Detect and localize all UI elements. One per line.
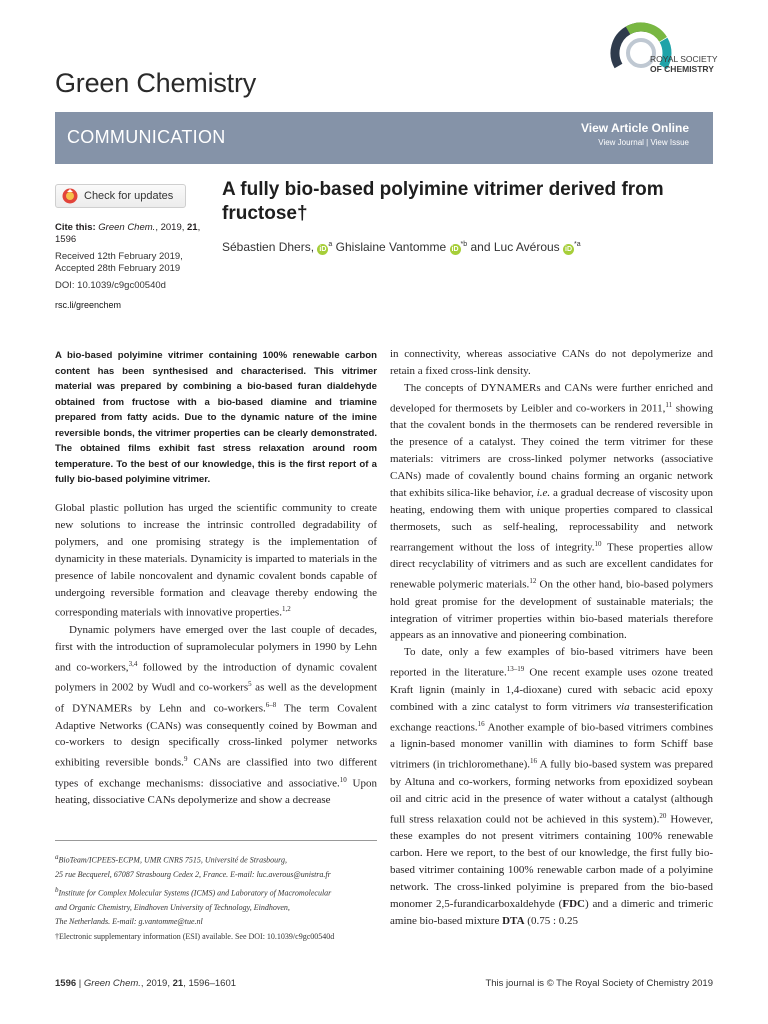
text: Another example of bio-based vitrimers combines a lignin-based monomer vanillin with diamines to form Schiff base vitrimers (in trichloromethane). bbox=[390, 721, 714, 771]
author-affiliation: a bbox=[328, 241, 333, 248]
text: ) and a dimeric and trimeric amine bio-based mixture bbox=[390, 897, 713, 927]
cite-this bbox=[55, 222, 207, 246]
text: A fully bio-based system was prepared by Altuna and co-workers, forming networks from epoxidized soybean oil and citric acid in the presence of water without a catalyst (although full stress relaxation could not be achieved in this system). bbox=[390, 758, 714, 826]
citation[interactable]: 16 bbox=[477, 719, 485, 728]
citation[interactable]: 16 bbox=[530, 757, 538, 766]
text: transesterification exchange reactions. bbox=[390, 700, 713, 734]
text: The concepts of DYNAMERs and CANs were further enriched and developed for thermosets by Leibler and co-workers in 2011, bbox=[390, 381, 713, 415]
text: The term Covalent Adaptive Networks (CANs) was consequently coined by Bowman and co-workers to design specifically cross-linked polymer networks exhibiting reversible bonds. bbox=[55, 702, 377, 769]
rsc-ring-icon bbox=[610, 22, 672, 84]
rsc-logo-text bbox=[650, 54, 718, 74]
text: , 2019, bbox=[140, 978, 173, 989]
check-updates-icon bbox=[62, 188, 78, 204]
check-for-updates-button[interactable] bbox=[55, 184, 186, 208]
author-conjunction: and bbox=[470, 240, 491, 254]
cite-volume: 21 bbox=[187, 222, 198, 233]
page-number: 1596 bbox=[55, 978, 77, 989]
journal-title: Green Chemistry bbox=[55, 68, 257, 98]
paragraph bbox=[390, 644, 713, 929]
citation[interactable]: 3,4 bbox=[128, 659, 138, 668]
page-footer-copyright: This journal is © The Royal Society of Chemistry 2019 bbox=[485, 978, 713, 989]
orcid-icon[interactable]: iD bbox=[319, 246, 327, 253]
journal-link[interactable]: rsc.li/greenchem bbox=[55, 300, 122, 310]
article-type-banner bbox=[55, 112, 713, 164]
text: and Organic Chemistry, Eindhoven University of Technology, Eindhoven, bbox=[55, 902, 290, 912]
rsc-logo-line1: ROYAL SOCIETY bbox=[650, 54, 718, 64]
footnote-affiliation-a bbox=[55, 850, 377, 868]
view-journal-link[interactable]: View Journal bbox=[598, 138, 644, 147]
orcid-icon[interactable]: iD bbox=[565, 246, 573, 253]
footnote-divider bbox=[55, 840, 377, 841]
text: One recent example uses ozone treated Kraft lignin (mainly in 1,4-dioxane) cured with sebacic acid epoxy combined with a zinc catalyst to form vitrimers bbox=[390, 666, 713, 713]
text: BioTeam/ICPEES-ECPM, UMR CNRS 7515, Université de Strasbourg, bbox=[58, 855, 287, 865]
paragraph bbox=[390, 346, 713, 380]
text: On the other hand, bio-based polymers hold great promise for the development of sustainable materials; the integration of vitrimer properties within bio-based materials therefore appears as an innovative and pioneering combination. bbox=[390, 578, 713, 642]
text: However, these examples do not present vitrimers containing 100% renewable carbon. Here we report, to the best of our knowledge, the first fully bio-based vitrimer containing 100% renewable carbon made of a polyimine network. The cross-linked polyimine is prepared from the bio-based monomer 2,5-furandicarboxaldehyde ( bbox=[390, 813, 713, 910]
citation[interactable]: 9 bbox=[183, 755, 188, 764]
text: These properties allow direct recyclability of vitrimers and as such are excellent candidates for renewable polymeric materials. bbox=[390, 541, 713, 591]
text: i.e. bbox=[536, 486, 551, 499]
text: 21 bbox=[172, 978, 184, 989]
cite-label: Cite this: bbox=[55, 222, 96, 233]
cite-page: , 1596 bbox=[55, 222, 201, 245]
author-affiliation: *a bbox=[574, 241, 581, 248]
page-footer-citation bbox=[55, 978, 236, 989]
accepted-date: Accepted 28th February 2019 bbox=[55, 263, 181, 274]
paragraph bbox=[390, 380, 713, 645]
text: CANs are classified into two different types of exchange mechanisms: dissociative and associative. bbox=[55, 756, 377, 790]
author-name: Luc Avérous bbox=[493, 240, 560, 254]
body-column-left bbox=[55, 500, 377, 809]
article-title: A fully bio-based polyimine vitrimer derived from fructose† bbox=[222, 179, 664, 224]
citation[interactable]: 20 bbox=[659, 811, 667, 820]
text: To date, only a few examples of bio-based vitrimers have been reported in the literature. bbox=[390, 646, 713, 679]
received-date: Received 12th February 2019, bbox=[55, 251, 183, 262]
text: Institute for Complex Molecular Systems (ICMS) and Laboratory of Macromolecular bbox=[58, 888, 332, 898]
view-links-separator: | bbox=[643, 138, 651, 147]
text: (0.75 : 0.25 bbox=[524, 914, 579, 927]
view-links bbox=[598, 138, 689, 147]
author-affiliation: *b bbox=[460, 241, 468, 248]
citation[interactable]: 13–19 bbox=[506, 665, 525, 674]
text: DTA bbox=[502, 914, 525, 927]
text: a gradual decrease of viscosity upon heating, endowing them with unique properties compared to classical thermosets, such as self-healing, reprocessability and network rearrangement without the loss of integrity. bbox=[390, 486, 713, 554]
text: The Netherlands. E-mail: g.vantomme@tue.nl bbox=[55, 917, 203, 927]
paragraph bbox=[55, 622, 377, 809]
citation[interactable]: 5 bbox=[248, 680, 252, 689]
citation[interactable]: 10 bbox=[594, 539, 602, 548]
text: Green Chem. bbox=[83, 978, 141, 989]
text: followed by the introduction of dynamic covalent polymers in 2002 by Wudl and co-workers bbox=[55, 661, 377, 695]
author-name: Ghislaine Vantomme bbox=[335, 240, 447, 254]
view-issue-link[interactable]: View Issue bbox=[650, 138, 689, 147]
author-name: Sébastien Dhers, bbox=[222, 240, 315, 254]
text: FDC bbox=[562, 897, 585, 910]
citation[interactable]: 6–8 bbox=[265, 700, 277, 709]
received-accepted-dates bbox=[55, 251, 207, 275]
text: Global plastic pollution has urged the scientific community to create new solutions to increase the intrinsic controlled degradability of polymers, and one promising strategy is the implementation of dynamicity in these materials. Dynamicity is imparted to materials in the presence of labile noncovalent and dynamic covalent bonds capable of undergoing reversible formation and cleavage thereby endowing the corresponding materials with innovative properties. bbox=[55, 502, 377, 620]
footnote-esi: †Electronic supplementary information (ESI) available. See DOI: 10.1039/c9gc00540d bbox=[55, 931, 335, 941]
rsc-logo[interactable] bbox=[608, 20, 718, 100]
footnote-affiliation-b bbox=[55, 883, 377, 901]
abstract: A bio-based polyimine vitrimer containing 100% renewable carbon content has been synthesised and characterised. This vitrimer material was prepared by combining a bio-based furan dialdehyde obtained from fructose with a bio-based diamine and triamine prepared from fatty acids. Due to the dynamic nature of the imine reversible bonds, the vitrimer properties can be clearly demonstrated. The obtained films exhibit fast stress relaxation around room temperature. To the best of our knowledge, this is the first report of a fully bio-based polyimine vitrimer. bbox=[55, 350, 377, 485]
citation[interactable]: 12 bbox=[529, 577, 537, 586]
paragraph bbox=[55, 500, 377, 622]
author-list bbox=[222, 240, 702, 255]
text: in connectivity, whereas associative CANs do not depolymerize and retain a fixed cross-link density. bbox=[390, 348, 713, 377]
text: Upon heating, dissociative CANs depolymerize and show a decrease bbox=[55, 777, 377, 807]
cite-journal: Green Chem. bbox=[98, 222, 156, 233]
text: Dynamic polymers have emerged over the last couple of decades, first with the introduction of supramolecular polymers in 1990 by Lehn and co-workers, bbox=[55, 624, 377, 674]
footnote-marker: a bbox=[55, 853, 59, 861]
text: 25 rue Becquerel, 67087 Strasbourg Cedex 2, France. E-mail: luc.averous@unistra.fr bbox=[55, 870, 331, 880]
citation[interactable]: 11 bbox=[665, 400, 673, 409]
orcid-icon[interactable]: iD bbox=[451, 246, 459, 253]
view-article-online-link[interactable]: View Article Online bbox=[580, 121, 689, 135]
text: as well as the development of DYNAMERs by Lehn and co-workers. bbox=[55, 682, 377, 715]
body-column-right bbox=[390, 346, 713, 930]
text: showing that the covalent bonds in the thermosets can be rendered reversible in the presence of a catalyst. They coined the term vitrimer for these materials: vitrimers are cross-linked polymer networks (associative CANs) made of covalently bound chains forming an organic network that exhibits silica-like behavior, bbox=[390, 402, 713, 499]
citation[interactable]: 10 bbox=[339, 775, 347, 784]
doi[interactable]: DOI: 10.1039/c9gc00540d bbox=[55, 280, 166, 291]
cite-year: , 2019, bbox=[155, 222, 188, 233]
footnote-marker: b bbox=[55, 885, 59, 894]
article-type-label: COMMUNICATION bbox=[67, 127, 226, 147]
text: , 1596–1601 bbox=[183, 978, 237, 989]
footnotes bbox=[55, 850, 377, 944]
text: via bbox=[616, 700, 630, 713]
citation[interactable]: 1,2 bbox=[281, 605, 291, 614]
rsc-logo-line2: OF CHEMISTRY bbox=[650, 64, 714, 74]
check-for-updates-label: Check for updates bbox=[84, 190, 174, 202]
text: | bbox=[76, 978, 84, 989]
